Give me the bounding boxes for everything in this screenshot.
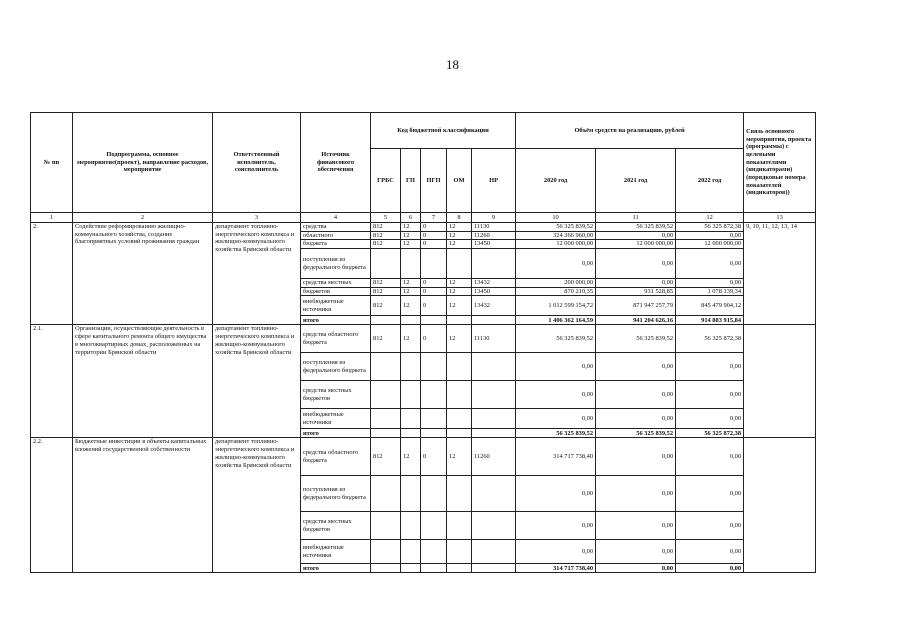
om-code: 12	[447, 240, 472, 249]
pgp-code	[421, 249, 447, 279]
gp-code	[401, 429, 421, 438]
nr-code: 13432	[472, 279, 516, 288]
total-2022: 914 883 915,84	[676, 316, 744, 325]
funding-source: средства областного бюджета	[301, 438, 371, 476]
nr-code: 11260	[472, 438, 516, 476]
amount-2021: 871 947 257,79	[596, 296, 676, 316]
header-2022: 2022 год	[676, 149, 744, 213]
nr-code: 11130	[472, 223, 516, 232]
header-link: Связь основного мероприятия, проекта (программы) с целевыми показателями (индикаторами) (порядковые номера показателей (индикаторов))	[744, 113, 816, 213]
funding-source: поступления из федерального бюджета	[301, 353, 371, 381]
amount-2021: 12 000 000,00	[596, 240, 676, 249]
grbs-code	[371, 316, 401, 325]
header-funding-group: Объём средств на реализацию, рублей	[516, 113, 744, 149]
gp-code	[401, 476, 421, 512]
gp-code: 12	[401, 438, 421, 476]
pgp-code: 0	[421, 287, 447, 296]
column-number: 10	[516, 213, 596, 223]
amount-2021: 0,00	[596, 476, 676, 512]
grbs-code	[371, 249, 401, 279]
amount-2020: 0,00	[516, 409, 596, 429]
nr-code	[472, 409, 516, 429]
header-grbs: ГРБС	[371, 149, 401, 213]
grbs-code	[371, 540, 401, 564]
section-2	[31, 223, 816, 325]
gp-code: 12	[401, 296, 421, 316]
total-2020: 56 325 839,52	[516, 429, 596, 438]
funding-source: средства областного бюджета	[301, 325, 371, 353]
column-number: 13	[744, 213, 816, 223]
funding-source: средства местных бюджетов	[301, 512, 371, 540]
amount-2022: 845 479 904,12	[676, 296, 744, 316]
total-2022: 0,00	[676, 564, 744, 573]
amount-2021: 0,00	[596, 381, 676, 409]
om-code	[447, 429, 472, 438]
nr-code: 13450	[472, 240, 516, 249]
om-code	[447, 353, 472, 381]
column-number: 4	[301, 213, 371, 223]
funding-source: итого	[301, 564, 371, 573]
funding-source: средства местных бюджетов	[301, 381, 371, 409]
pgp-code: 0	[421, 240, 447, 249]
amount-2022: 0,00	[676, 381, 744, 409]
amount-2021: 0,00	[596, 438, 676, 476]
om-code	[447, 409, 472, 429]
nr-code: 13450	[472, 287, 516, 296]
total-2022: 56 325 872,38	[676, 429, 744, 438]
amount-2020: 314 717 738,40	[516, 438, 596, 476]
measure-name: Бюджетные инвестиции в объекты капитальных вложений государственной собственности	[73, 438, 213, 573]
grbs-code: 812	[371, 231, 401, 240]
amount-2022: 0,00	[676, 279, 744, 288]
pgp-code: 0	[421, 223, 447, 232]
indicator-link	[744, 325, 816, 438]
amount-2021: 0,00	[596, 353, 676, 381]
grbs-code: 812	[371, 296, 401, 316]
column-number: 11	[596, 213, 676, 223]
pgp-code	[421, 540, 447, 564]
amount-2022: 0,00	[676, 512, 744, 540]
pgp-code	[421, 316, 447, 325]
total-2021: 0,00	[596, 564, 676, 573]
grbs-code	[371, 353, 401, 381]
pgp-code: 0	[421, 296, 447, 316]
grbs-code	[371, 381, 401, 409]
total-2021: 56 325 839,52	[596, 429, 676, 438]
funding-source: внебюджетные источники	[301, 540, 371, 564]
amount-2020: 0,00	[516, 353, 596, 381]
om-code: 12	[447, 287, 472, 296]
header-om: ОМ	[447, 149, 472, 213]
total-2020: 314 717 738,40	[516, 564, 596, 573]
funding-source: бюджетов	[301, 287, 371, 296]
amount-2020: 56 325 839,52	[516, 223, 596, 232]
nr-code	[472, 316, 516, 325]
gp-code	[401, 564, 421, 573]
om-code: 12	[447, 296, 472, 316]
column-number-row	[31, 213, 816, 223]
grbs-code: 812	[371, 438, 401, 476]
amount-2021: 56 325 839,52	[596, 325, 676, 353]
funding-source: поступления из федерального бюджета	[301, 476, 371, 512]
pgp-code	[421, 512, 447, 540]
header-no: № пп	[31, 113, 73, 213]
total-2020: 1 406 362 164,59	[516, 316, 596, 325]
om-code: 12	[447, 438, 472, 476]
gp-code: 12	[401, 223, 421, 232]
om-code	[447, 564, 472, 573]
om-code	[447, 316, 472, 325]
header-kbk-group: Код бюджетной классификации	[371, 113, 516, 149]
nr-code	[472, 512, 516, 540]
grbs-code	[371, 429, 401, 438]
column-number: 7	[421, 213, 447, 223]
amount-2021: 931 528,85	[596, 287, 676, 296]
section-2-1	[31, 325, 816, 438]
nr-code: 11130	[472, 325, 516, 353]
funding-source: итого	[301, 429, 371, 438]
gp-code	[401, 409, 421, 429]
grbs-code: 812	[371, 279, 401, 288]
funding-source: внебюджетные источники	[301, 296, 371, 316]
om-code	[447, 249, 472, 279]
header-2020: 2020 год	[516, 149, 596, 213]
nr-code	[472, 564, 516, 573]
funding-source: внебюджетные источники	[301, 409, 371, 429]
funding-source: средства	[301, 223, 371, 232]
header-row-top	[31, 113, 816, 149]
pgp-code	[421, 429, 447, 438]
nr-code	[472, 353, 516, 381]
header-source: Источник финансового обеспечения	[301, 113, 371, 213]
amount-2021: 0,00	[596, 279, 676, 288]
gp-code	[401, 316, 421, 325]
indicator-link: 9, 10, 11, 12, 13, 14	[744, 223, 816, 325]
amount-2022: 0,00	[676, 438, 744, 476]
amount-2020: 1 012 599 154,72	[516, 296, 596, 316]
pgp-code	[421, 476, 447, 512]
row-number: 2.1.	[31, 325, 73, 438]
grbs-code: 812	[371, 240, 401, 249]
om-code: 12	[447, 231, 472, 240]
column-number: 1	[31, 213, 73, 223]
amount-2020: 324 366 960,00	[516, 231, 596, 240]
table-row	[31, 438, 816, 476]
measure-name: Содействие реформированию жилищно-коммунального хозяйства, создание благоприятных условий проживания граждан	[73, 223, 213, 325]
amount-2020: 0,00	[516, 540, 596, 564]
amount-2020: 870 210,35	[516, 287, 596, 296]
amount-2022: 12 000 000,00	[676, 240, 744, 249]
amount-2020: 12 000 000,00	[516, 240, 596, 249]
column-number: 2	[73, 213, 213, 223]
amount-2022: 0,00	[676, 476, 744, 512]
amount-2022: 56 325 872,38	[676, 325, 744, 353]
amount-2022: 0,00	[676, 353, 744, 381]
column-number: 9	[472, 213, 516, 223]
budget-table	[30, 112, 816, 573]
table-row	[31, 223, 816, 232]
grbs-code: 812	[371, 287, 401, 296]
responsible-executor: департамент топливно-энергетического комплекса и жилищно-коммунального хозяйства Брянской области	[213, 438, 301, 573]
header-gp: ГП	[401, 149, 421, 213]
funding-source: областного	[301, 231, 371, 240]
amount-2022: 1 078 139,34	[676, 287, 744, 296]
gp-code	[401, 249, 421, 279]
pgp-code	[421, 409, 447, 429]
header-nr: НР	[472, 149, 516, 213]
pgp-code: 0	[421, 325, 447, 353]
pgp-code	[421, 564, 447, 573]
header-responsible: Ответственный исполнитель, соисполнитель	[213, 113, 301, 213]
nr-code	[472, 381, 516, 409]
grbs-code: 812	[371, 325, 401, 353]
pgp-code	[421, 381, 447, 409]
row-number: 2.2.	[31, 438, 73, 573]
column-number: 6	[401, 213, 421, 223]
amount-2022: 0,00	[676, 231, 744, 240]
grbs-code	[371, 564, 401, 573]
funding-source: поступления из федерального бюджета	[301, 249, 371, 279]
section-2-2	[31, 438, 816, 573]
gp-code	[401, 381, 421, 409]
amount-2022: 0,00	[676, 249, 744, 279]
column-number: 3	[213, 213, 301, 223]
page-number: 18	[446, 57, 459, 72]
column-number: 8	[447, 213, 472, 223]
nr-code: 11260	[472, 231, 516, 240]
row-number: 2.	[31, 223, 73, 325]
amount-2021: 0,00	[596, 231, 676, 240]
amount-2021: 0,00	[596, 540, 676, 564]
amount-2020: 0,00	[516, 381, 596, 409]
amount-2021: 0,00	[596, 512, 676, 540]
gp-code: 12	[401, 240, 421, 249]
om-code	[447, 540, 472, 564]
gp-code	[401, 540, 421, 564]
pgp-code: 0	[421, 231, 447, 240]
amount-2020: 0,00	[516, 249, 596, 279]
header-2021: 2021 год	[596, 149, 676, 213]
column-number: 12	[676, 213, 744, 223]
column-number: 5	[371, 213, 401, 223]
gp-code	[401, 353, 421, 381]
amount-2021: 0,00	[596, 249, 676, 279]
amount-2020: 200 000,00	[516, 279, 596, 288]
amount-2021: 0,00	[596, 409, 676, 429]
header-pgp: ПГП	[421, 149, 447, 213]
funding-source: бюджета	[301, 240, 371, 249]
om-code: 12	[447, 279, 472, 288]
indicator-link	[744, 438, 816, 573]
om-code	[447, 476, 472, 512]
grbs-code	[371, 512, 401, 540]
table-row	[31, 325, 816, 353]
gp-code: 12	[401, 287, 421, 296]
nr-code	[472, 429, 516, 438]
amount-2022: 0,00	[676, 409, 744, 429]
grbs-code	[371, 409, 401, 429]
pgp-code: 0	[421, 438, 447, 476]
grbs-code	[371, 476, 401, 512]
amount-2022: 0,00	[676, 540, 744, 564]
nr-code	[472, 540, 516, 564]
header-subprogram: Подпрограмма, основное мероприятие(проект), направление расходов, мероприятие	[73, 113, 213, 213]
amount-2022: 56 325 872,38	[676, 223, 744, 232]
amount-2020: 0,00	[516, 476, 596, 512]
gp-code	[401, 512, 421, 540]
om-code: 12	[447, 223, 472, 232]
total-2021: 941 204 626,16	[596, 316, 676, 325]
gp-code: 12	[401, 325, 421, 353]
amount-2021: 56 325 839,52	[596, 223, 676, 232]
measure-name: Организации, осуществляющие деятельность в сфере капитального ремонта общего имущества в многоквартирных домах, расположенных на территории Брянской области	[73, 325, 213, 438]
responsible-executor: департамент топливно-энергетического комплекса и жилищно-коммунального хозяйства Брянской области	[213, 325, 301, 438]
om-code	[447, 512, 472, 540]
gp-code: 12	[401, 279, 421, 288]
om-code: 12	[447, 325, 472, 353]
responsible-executor: департамент топливно-энергетического комплекса и жилищно-коммунального хозяйства Брянской области	[213, 223, 301, 325]
gp-code: 12	[401, 231, 421, 240]
amount-2020: 0,00	[516, 512, 596, 540]
pgp-code	[421, 353, 447, 381]
om-code	[447, 381, 472, 409]
nr-code	[472, 249, 516, 279]
funding-source: итого	[301, 316, 371, 325]
pgp-code: 0	[421, 279, 447, 288]
grbs-code: 812	[371, 223, 401, 232]
nr-code: 13432	[472, 296, 516, 316]
nr-code	[472, 476, 516, 512]
amount-2020: 56 325 839,52	[516, 325, 596, 353]
funding-source: средства местных	[301, 279, 371, 288]
